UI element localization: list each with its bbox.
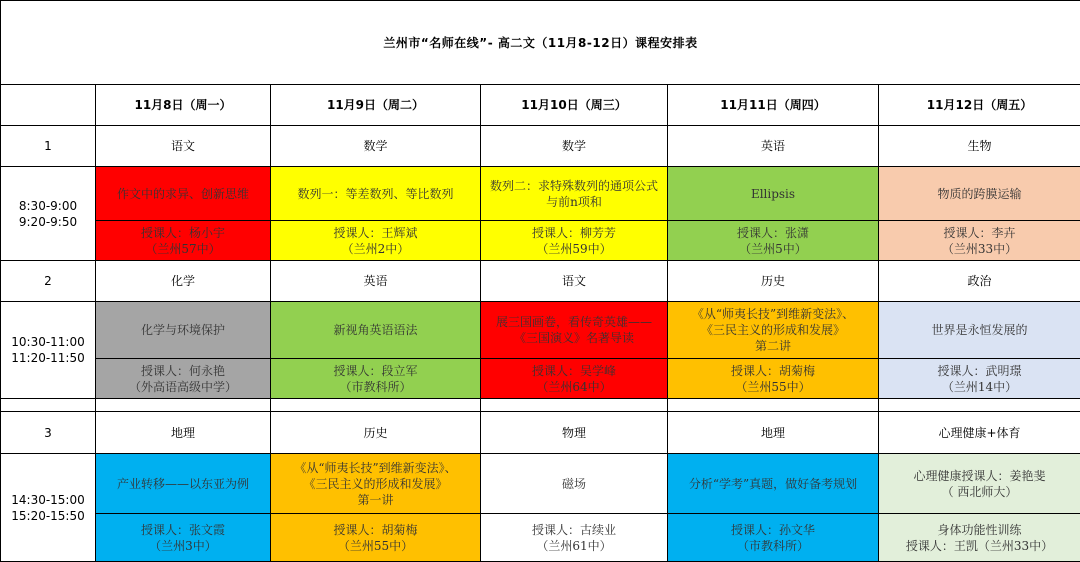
session-number: 3 xyxy=(1,412,96,454)
subject-cell-thu: 英语 xyxy=(668,126,879,167)
title-row xyxy=(1,1,1080,85)
topic-cell-wed xyxy=(481,454,668,514)
session-teacher-row xyxy=(1,221,1080,261)
teacher-line: 授课人：何永艳 xyxy=(140,363,225,378)
teacher-line: （市教科所） xyxy=(736,538,809,553)
teacher-line: 授课人：段立军 xyxy=(333,363,418,378)
subject-cell-mon: 地理 xyxy=(96,412,271,454)
teacher-line: 授课人：柳芳芳 xyxy=(531,225,616,240)
teacher-line: （兰州59中） xyxy=(536,241,612,256)
topic-line: 物质的跨膜运输 xyxy=(937,186,1022,201)
teacher-cell-tue xyxy=(271,514,481,562)
subject-cell-wed: 物理 xyxy=(481,412,668,454)
teacher-line: 授课人：胡菊梅 xyxy=(333,522,418,537)
session-number: 2 xyxy=(1,261,96,302)
teacher-line: 授课人：李卉 xyxy=(943,225,1016,240)
topic-cell-thu xyxy=(668,167,879,221)
topic-line: 产业转移——以东亚为例 xyxy=(116,476,249,491)
subject-cell-mon: 语文 xyxy=(96,126,271,167)
subject-cell-mon: 化学 xyxy=(96,261,271,302)
subject-cell-thu: 历史 xyxy=(668,261,879,302)
teacher-line: 授课人：王凯（兰州33中） xyxy=(905,538,1054,553)
teacher-line: （兰州57中） xyxy=(145,241,221,256)
teacher-line: （兰州55中） xyxy=(337,538,414,553)
subject-cell-wed: 数学 xyxy=(481,126,668,167)
teacher-cell-tue xyxy=(271,221,481,261)
teacher-line: 授课人：胡菊梅 xyxy=(730,363,815,378)
teacher-cell-thu xyxy=(668,514,879,562)
topic-line: 展三国画卷，看传奇英雄—— xyxy=(495,315,652,329)
teacher-line: 授课人：杨小宇 xyxy=(140,225,225,240)
teacher-cell-mon xyxy=(96,359,271,399)
teacher-line: （兰州2中） xyxy=(341,241,410,256)
page-title: 兰州市“名师在线”- 高二文（11月8-12日）课程安排表 xyxy=(1,1,1080,85)
subject-cell-tue: 英语 xyxy=(271,261,481,302)
subject-cell-tue: 数学 xyxy=(271,126,481,167)
teacher-line: （兰州33中） xyxy=(941,241,1018,256)
spacer-cell xyxy=(879,399,1080,412)
subject-cell-tue: 历史 xyxy=(271,412,481,454)
teacher-line: 授课人：王辉斌 xyxy=(333,225,418,240)
session-subject-row xyxy=(1,126,1080,167)
topic-cell-mon xyxy=(96,454,271,514)
day-header-wed: 11月10日（周三） xyxy=(481,85,668,126)
subject-cell-thu: 地理 xyxy=(668,412,879,454)
session-topic-row xyxy=(1,167,1080,221)
teacher-cell-tue xyxy=(271,359,481,399)
teacher-line: 授课人：古续业 xyxy=(531,522,616,537)
topic-cell-thu xyxy=(668,454,879,514)
day-header-thu: 11月11日（周四） xyxy=(668,85,879,126)
session-teacher-row xyxy=(1,514,1080,562)
session-subject-row xyxy=(1,412,1080,454)
teacher-line: 授课人：张文霞 xyxy=(140,522,225,537)
topic-line: 第一讲 xyxy=(357,492,394,507)
topic-line: 分析“学考”真题，做好备考规划 xyxy=(688,476,858,491)
topic-line: 数列一：等差数列、等比数列 xyxy=(297,186,454,201)
teacher-cell-wed xyxy=(481,221,668,261)
header-row xyxy=(1,85,1080,126)
topic-cell-fri xyxy=(879,167,1080,221)
teacher-cell-wed xyxy=(481,359,668,399)
teacher-line: （兰州5中） xyxy=(739,241,807,256)
spacer-cell xyxy=(1,399,96,412)
topic-cell-tue xyxy=(271,454,481,514)
teacher-line: （兰州3中） xyxy=(149,538,217,553)
session-time: 10:30-11:00 11:20-11:50 xyxy=(1,302,96,399)
day-header-tue: 11月9日（周二） xyxy=(271,85,481,126)
topic-line: 第二讲 xyxy=(754,339,791,353)
day-header-mon: 11月8日（周一） xyxy=(96,85,271,126)
day-header-fri: 11月12日（周五） xyxy=(879,85,1080,126)
topic-cell-wed xyxy=(481,167,668,221)
session-topic-row xyxy=(1,454,1080,514)
spacer-cell xyxy=(271,399,481,412)
session-time: 8:30-9:00 9:20-9:50 xyxy=(1,167,96,261)
topic-cell-fri xyxy=(879,302,1080,359)
teacher-line: （外高语高级中学） xyxy=(128,379,237,394)
teacher-line: 授课人：吴学峰 xyxy=(531,363,616,378)
teacher-cell-fri xyxy=(879,359,1080,399)
teacher-line: 身体功能性训练 xyxy=(937,522,1022,537)
teacher-cell-mon xyxy=(96,514,271,562)
session-topic-row xyxy=(1,302,1080,359)
topic-line: 新视角英语语法 xyxy=(333,323,418,337)
teacher-line: （兰州61中） xyxy=(536,538,612,553)
topic-cell-tue xyxy=(271,302,481,359)
topic-line: 世界是永恒发展的 xyxy=(931,323,1028,337)
topic-line: 《从“师夷长技”到维新变法》、 xyxy=(691,307,855,321)
teacher-cell-mon xyxy=(96,221,271,261)
spacer-row xyxy=(1,399,1080,412)
spacer-cell xyxy=(96,399,271,412)
topic-line: 《三国演义》名著导读 xyxy=(513,331,634,345)
teacher-cell-fri xyxy=(879,514,1080,562)
topic-line: 心理健康授课人：姜艳斐 xyxy=(913,468,1046,483)
topic-cell-mon xyxy=(96,167,271,221)
topic-line: 数列二：求特殊数列的通项公式与前n项和 xyxy=(489,178,658,209)
session-number: 1 xyxy=(1,126,96,167)
topic-cell-mon xyxy=(96,302,271,359)
subject-cell-fri: 政治 xyxy=(879,261,1080,302)
teacher-line: 授课人：孙文华 xyxy=(730,522,815,537)
topic-line: 磁场 xyxy=(561,476,586,491)
teacher-line: 授课人：武明璟 xyxy=(937,363,1022,378)
topic-cell-tue xyxy=(271,167,481,221)
session-time: 14:30-15:00 15:20-15:50 xyxy=(1,454,96,562)
teacher-cell-thu xyxy=(668,359,879,399)
subject-cell-wed: 语文 xyxy=(481,261,668,302)
teacher-line: （市教科所） xyxy=(339,379,412,394)
subject-cell-fri: 生物 xyxy=(879,126,1080,167)
session-teacher-row xyxy=(1,359,1080,399)
subject-cell-fri: 心理健康+体育 xyxy=(879,412,1080,454)
topic-line: 《三民主义的形成和发展》 xyxy=(303,476,448,491)
teacher-line: （兰州55中） xyxy=(735,379,811,394)
teacher-line: （兰州14中） xyxy=(941,379,1018,394)
spacer-cell xyxy=(481,399,668,412)
topic-cell-thu xyxy=(668,302,879,359)
topic-line: 《从“师夷长技”到维新变法》、 xyxy=(294,460,457,475)
teacher-cell-thu xyxy=(668,221,879,261)
teacher-line: （兰州64中） xyxy=(536,379,612,394)
teacher-cell-wed xyxy=(481,514,668,562)
corner-cell xyxy=(1,85,96,126)
teacher-line: 授课人：张潇 xyxy=(736,225,809,240)
topic-cell-fri xyxy=(879,454,1080,514)
topic-line: 化学与环境保护 xyxy=(140,323,225,337)
session-subject-row xyxy=(1,261,1080,302)
topic-line: Ellipsis xyxy=(750,186,796,201)
teacher-cell-fri xyxy=(879,221,1080,261)
spacer-cell xyxy=(668,399,879,412)
topic-cell-wed xyxy=(481,302,668,359)
topic-line: 作文中的求异、创新思维 xyxy=(116,186,249,201)
topic-line: （ 西北师大） xyxy=(941,484,1018,499)
topic-line: 《三民主义的形成和发展》 xyxy=(700,323,845,337)
sessions-body xyxy=(1,126,1080,562)
